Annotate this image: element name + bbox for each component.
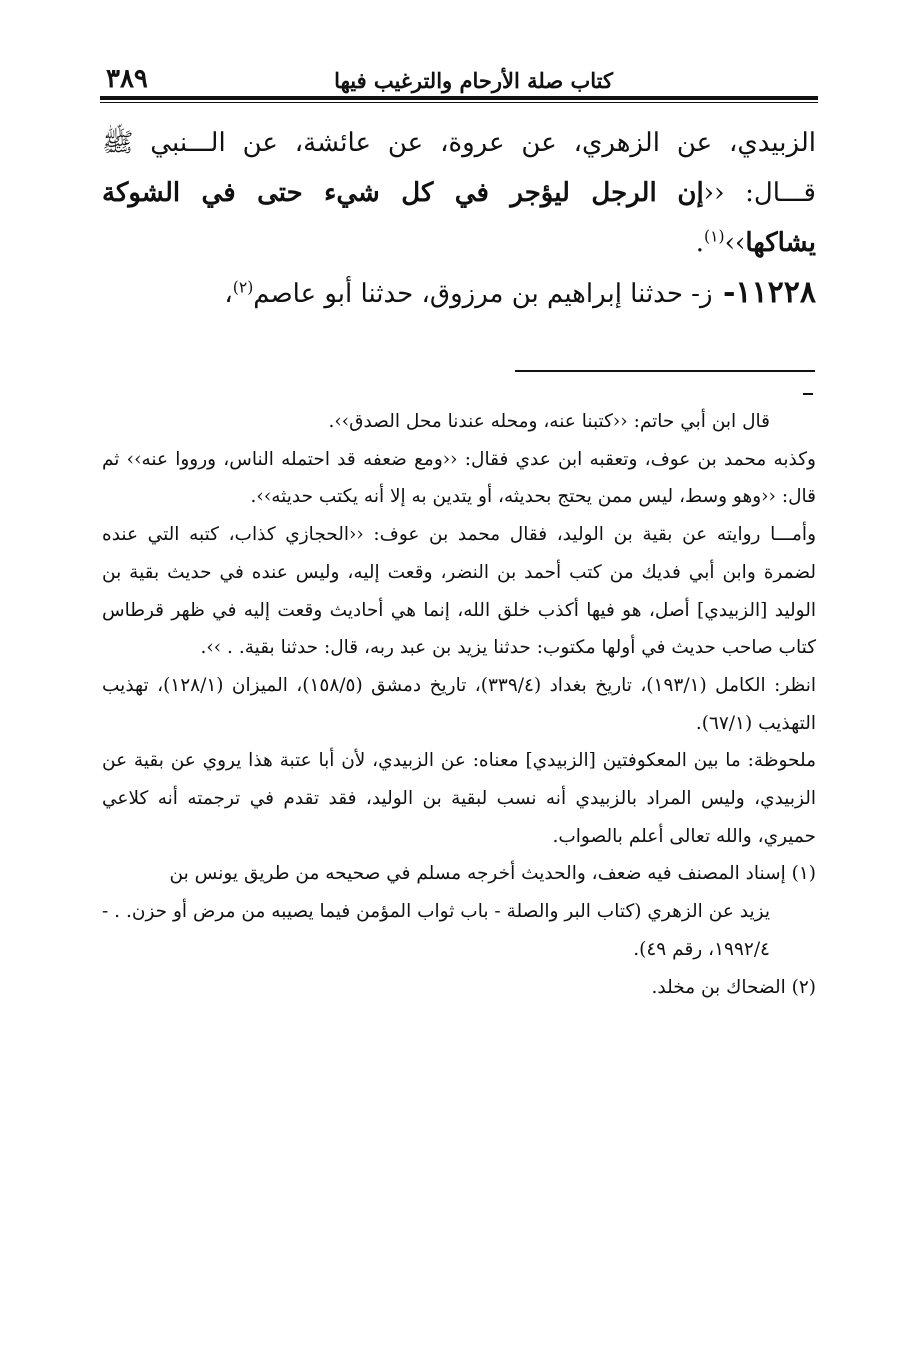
footnote-1-line-1: (١) إسناد المصنف فيه ضعف، والحديث أخرجه مسلم في صحيحه من طريق يونس بن <box>169 863 816 885</box>
footnotes <box>102 403 816 1006</box>
note-paragraph-1: قال ابن أبي حاتم: ‹‹كتبنا عنه، ومحله عندنا محل الصدق››. <box>328 411 770 432</box>
note-paragraph-4: انظر: الكامل (١٩٣/١)، تاريخ بغداد (٣٣٩/٤)، تاريخ دمشق (١٥٨/٥)، الميزان (١٢٨/١)، تهذيب التهذيب (٦٧/١). <box>102 674 816 734</box>
running-title: كتاب صلة الأرحام والترغيب فيها <box>334 68 613 93</box>
comma: ، <box>224 279 233 309</box>
footnote-ref-2: (٢) <box>232 278 254 297</box>
continuation-dash <box>803 393 813 395</box>
footnote-1-rest: يزيد عن الزهري (كتاب البر والصلة - باب ثواب المؤمن فيما يصيبه من مرض أو حزن. . - ١٩٩٢/٤، رقم ٤٩). <box>102 901 770 960</box>
quote-close: ›› <box>724 228 746 258</box>
note-paragraph-2: وكذبه محمد بن عوف، وتعقبه ابن عدي فقال: ‹‹ومع ضعفه قد احتمله الناس، ورووا عنه›› ثم قال: ‹‹وهو وسط، ليس ممن يحتج بحديثه، أو يتدين به إلا أنه يكتب حديثه››. <box>102 448 816 508</box>
header-rule-thick <box>100 96 818 100</box>
footnote-ref-1: (١) <box>703 227 725 246</box>
hadith-text: الرجل ليؤجر في كل شيء حتى في الشوكة يشاكها <box>102 178 816 258</box>
main-line-3 <box>102 268 816 319</box>
main-text <box>102 118 816 319</box>
main-line-1-text: الزبيدي، عن الزهري، عن عروة، عن عائشة، عن الـــنبي ﷺ قـــال: ‹‹ <box>102 128 816 208</box>
note-paragraph-3: وأمـــا روايته عن بقية بن الوليد، فقال محمد بن عوف: ‹‹الحجازي كذاب، كتبه التي عنده لضمرة وابن أبي فديك من كتب أحمد بن النضر، وقعت إليه، وليس عنده في حديث بقية بن الوليد [الزبيدي] أصل، هو فيها أكذب خلق الله، إنما هي أحاديث وقعت إليه في ظهر قرطاس كتاب صاحب حديث في أولها مكتوب: حدثنا يزيد بن عبد ربه، قال: حدثنا بقية. . ››. <box>102 524 816 659</box>
hadith-start: إن <box>677 178 704 208</box>
footnote-separator <box>515 370 815 372</box>
isnad-text: ز- حدثنا إبراهيم بن مرزوق، حدثنا أبو عاصم <box>253 279 713 309</box>
period: . <box>695 228 704 258</box>
footnote-2: (٢) الضحاك بن مخلد. <box>651 976 816 998</box>
page-number: ٣٨٩ <box>106 64 148 94</box>
page-header <box>100 62 818 98</box>
hadith-number: ١١٢٢٨- <box>712 275 816 310</box>
note-paragraph-5: ملحوظة: ما بين المعكوفتين [الزبيدي] معناه: عن الزبيدي، لأن أبا عتبة هذا يروي عن بقية عن الزبيدي، وليس المراد بالزبيدي أنه نسب لبقية بن الوليد، فقد تقدم في ترجمته أنه كلاعي حميري، والله تعالى أعلم بالصواب. <box>102 750 816 847</box>
header-rule-thin <box>100 102 818 103</box>
main-line-1 <box>102 118 816 268</box>
